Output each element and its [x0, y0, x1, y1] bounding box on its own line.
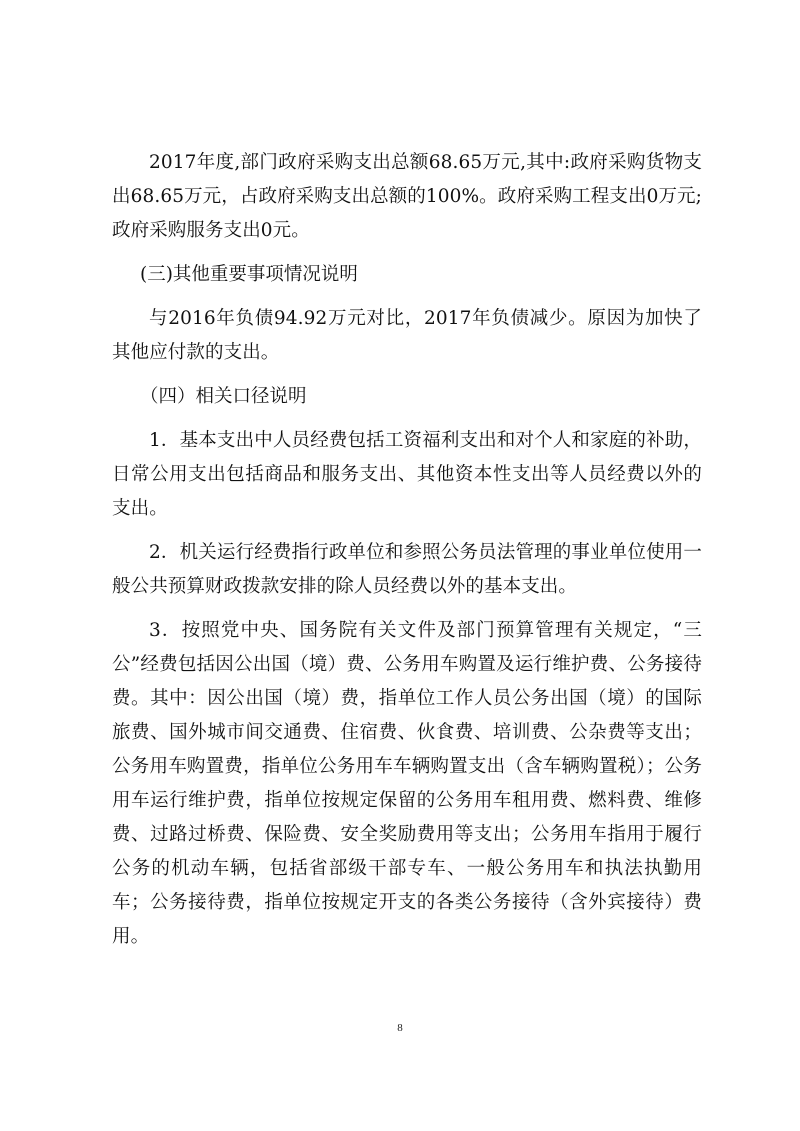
document-body [112, 146, 702, 954]
liabilities-paragraph: 与2016年负债94.92万元对比，2017年负债减少。原因为加快了其他应付款的支出。 [112, 308, 702, 363]
definition-item-1: 1．基本支出中人员经费包括工资福利支出和对个人和家庭的补助，日常公用支出包括商品和服务支出、其他资本性支出等人员经费以外的支出。 [112, 430, 702, 519]
definition-item-2: 2．机关运行经费指行政单位和参照公务员法管理的事业单位使用一般公共预算财政拨款安排的除人员经费以外的基本支出。 [112, 542, 702, 597]
definition-item-3: 3．按照党中央、国务院有关文件及部门预算管理有关规定，“三公”经费包括因公出国（境）费、公务用车购置及运行维护费、公务接待费。其中：因公出国（境）费，指单位工作人员公务出国（境）的国际旅费、国外城市间交通费、住宿费、伙食费、培训费、公杂费等支出；公务用车购置费，指单位公务用车车辆购置支出（含车辆购置税）；公务用车运行维护费，指单位按规定保留的公务用车租用费、燃料费、维修费、过路过桥费、保险费、安全奖励费用等支出；公务用车指用于履行公务的机动车辆，包括省部级干部专车、一般公务用车和执法执勤用车；公务接待费，指单位按规定开支的各类公务接待（含外宾接待）费用。 [112, 620, 702, 947]
page-number: 8 [397, 1022, 403, 1034]
procurement-paragraph: 2017年度,部门政府采购支出总额68.65万元,其中:政府采购货物支出68.65万元，占政府采购支出总额的100%。政府采购工程支出0万元;政府采购服务支出0元。 [112, 152, 702, 241]
section-heading-other-matters: (三)其他重要事项情况说明 [140, 264, 358, 285]
section-heading-definitions: （四）相关口径说明 [140, 386, 307, 407]
